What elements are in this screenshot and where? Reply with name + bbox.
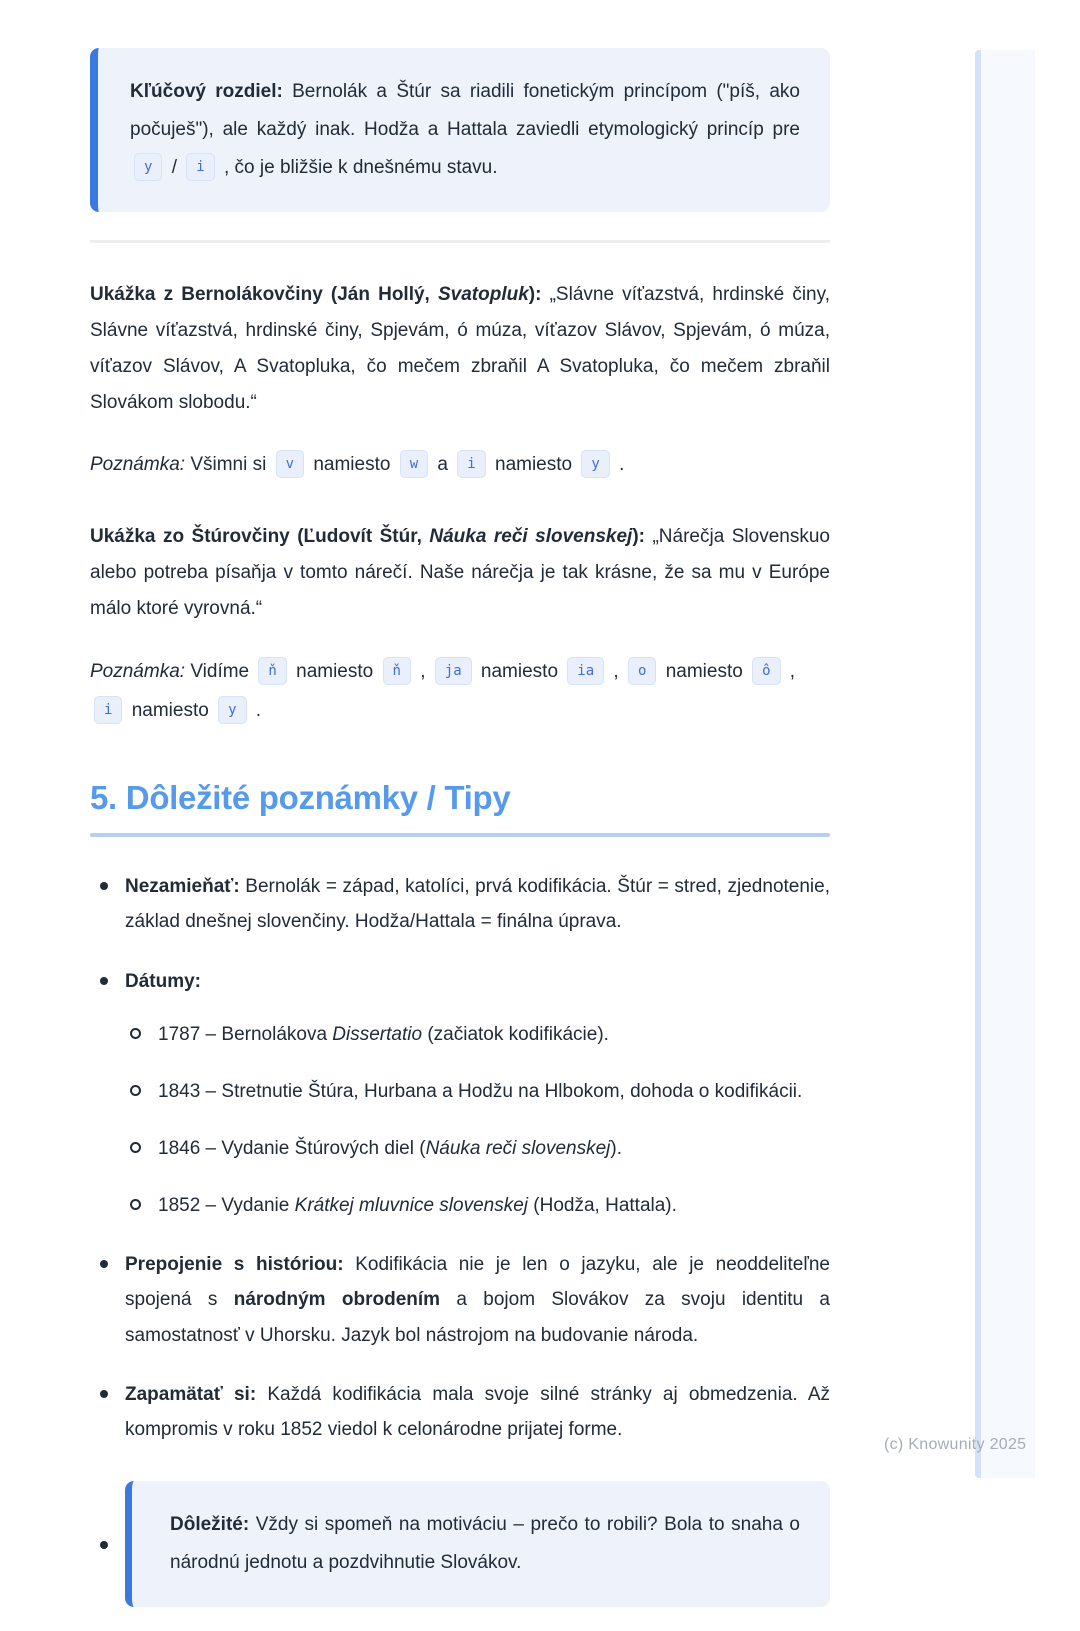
list-item: [90, 869, 830, 939]
note-text: ,: [784, 660, 796, 682]
callout-text-end: , čo je bližšie k dnešnému stavu.: [218, 157, 498, 178]
date-text: (Hodža, Hattala).: [528, 1195, 677, 1217]
code-chip-i: i: [457, 450, 485, 478]
dates-sublist: [125, 1017, 830, 1224]
note-text: Vidíme: [185, 660, 255, 682]
copyright-watermark: (c) Knowunity 2025: [884, 1436, 1027, 1453]
sample-quote: „Nárečja Slovenskuo alebo potreba písaňja v tomto nárečí. Naše nárečja je tak krásne, že sa mu v Európe málo ktoré vyrovná.“: [90, 526, 830, 620]
note-text: ,: [608, 660, 624, 682]
code-chip-o: o: [628, 657, 656, 685]
tip-lead: Nezamieňať:: [125, 876, 240, 898]
note-label: Poznámka:: [90, 660, 186, 682]
list-item: [125, 1188, 830, 1223]
important-callout: [125, 1481, 830, 1607]
list-item: [125, 1131, 830, 1166]
date-text: 1852 – Vydanie: [158, 1195, 295, 1217]
circle-bullet-icon: [130, 1199, 141, 1210]
list-item: [125, 1074, 830, 1109]
tip-text: Každá kodifikácia mala svoje silné stránky aj obmedzenia. Až kompromis v roku 1852 viedol k celonárodne prijatej forme.: [125, 1383, 830, 1440]
note-text: namiesto: [660, 660, 749, 682]
bullet-icon: [100, 1260, 108, 1268]
code-chip-n-caron: ň: [258, 657, 286, 685]
key-difference-callout: [90, 48, 830, 212]
date-work-title: Náuka reči slovenskej: [425, 1138, 611, 1160]
tip-lead: Prepojenie s históriou:: [125, 1254, 344, 1276]
note-label: Poznámka:: [90, 454, 186, 476]
note-text: namiesto: [290, 660, 379, 682]
note-text: a: [432, 454, 454, 476]
code-chip-i: i: [94, 696, 122, 724]
bullet-icon: [100, 977, 108, 985]
code-chip-n-caron: ň: [383, 657, 411, 685]
note-text: Všimni si: [185, 454, 272, 476]
date-text: 1846 – Vydanie Štúrových diel (: [158, 1138, 426, 1160]
tip-text: Kodifikácia nie je len o jazyku, ale je neoddeliteľne spojená s: [125, 1254, 830, 1311]
code-chip-ia: ia: [567, 657, 604, 685]
note-text: namiesto: [489, 454, 578, 476]
date-text: ).: [610, 1138, 622, 1160]
date-text: 1787 – Bernolákova: [158, 1023, 333, 1045]
code-chip-ja: ja: [435, 657, 472, 685]
list-item: [90, 964, 830, 1224]
circle-bullet-icon: [130, 1085, 141, 1096]
section-heading: 5. Dôležité poznámky / Tipy: [90, 779, 511, 817]
list-item: [90, 1481, 830, 1607]
section-divider: [90, 240, 830, 243]
heading-underline: [90, 833, 830, 837]
bullet-icon: [100, 882, 108, 890]
bernolak-sample-paragraph: [90, 277, 830, 421]
code-chip-y: y: [218, 696, 246, 724]
circle-bullet-icon: [130, 1142, 141, 1153]
sample-lead-close: ):: [632, 526, 645, 548]
code-chip-i: i: [186, 153, 214, 181]
list-item: [125, 1017, 830, 1052]
note-text: .: [250, 700, 262, 722]
note-text: ,: [414, 660, 431, 682]
callout-lead: Kľúčový rozdiel:: [130, 81, 283, 102]
document-page: [90, 0, 830, 1631]
tip-text: a bojom Slovákov za svoju identitu a samostatnosť v Uhorsku. Jazyk bol nástrojom na budovanie národa.: [125, 1289, 830, 1346]
sample-lead: Ukážka z Bernolákovčiny (Ján Hollý,: [90, 284, 438, 305]
note-text: namiesto: [475, 660, 564, 682]
sample-lead-close: ):: [528, 284, 542, 305]
sample-quote: „Slávne víťazstvá, hrdinské činy, Slávne víťazstvá, hrdinské činy, Spjevám, ó múza, víťazov Slávov, Spjevám, ó múza, víťazov Slávov, A Svatopluka, čo mečem zbraňil A Svatopluka, čo mečem zbraňil Slovákom slobodu.“: [90, 284, 830, 414]
tip-lead: Dátumy:: [125, 970, 202, 992]
tip-emphasis: národným obrodením: [233, 1289, 441, 1311]
callout-text: Bernolák a Štúr sa riadili fonetickým princípom ("píš, ako počuješ"), ale každý inak. Hodža a Hattala zaviedli etymologický princíp pre: [130, 81, 800, 140]
work-title: Náuka reči slovenskej: [429, 526, 633, 548]
code-chip-w: w: [400, 450, 428, 478]
date-text: 1843 – Stretnutie Štúra, Hurbana a Hodžu na Hlbokom, dohoda o kodifikácii.: [158, 1080, 803, 1102]
work-title: Svatopluk: [437, 284, 529, 305]
bernolak-note: [90, 445, 830, 485]
bullet-icon: [100, 1541, 108, 1549]
code-chip-o-circumflex: ô: [752, 657, 780, 685]
date-work-title: Dissertatio: [332, 1023, 423, 1045]
tip-text: Bernolák = západ, katolíci, prvá kodifikácia. Štúr = stred, zjednotenie, základ dnešnej slovenčiny. Hodža/Hattala = finálna úprava.: [125, 876, 830, 933]
tips-list: [90, 869, 830, 1607]
code-chip-v: v: [276, 450, 304, 478]
note-text: namiesto: [308, 454, 396, 476]
bullet-icon: [100, 1390, 108, 1398]
note-text: .: [613, 454, 625, 476]
slash-separator: /: [166, 157, 183, 178]
note-text: namiesto: [126, 700, 215, 722]
sample-lead: Ukážka zo Štúrovčiny (Ľudovít Štúr,: [90, 526, 430, 548]
code-chip-y: y: [581, 450, 609, 478]
tip-lead: Zapamätať si:: [125, 1383, 257, 1405]
code-chip-y: y: [134, 153, 162, 181]
callout-text: Vždy si spomeň na motiváciu – prečo to robili? Bola to snaha o národnú jednotu a pozdvihnutie Slovákov.: [170, 1514, 800, 1574]
list-item: [90, 1377, 830, 1447]
circle-bullet-icon: [130, 1028, 141, 1039]
callout-lead: Dôležité:: [170, 1514, 250, 1536]
date-work-title: Krátkej mluvnice slovenskej: [294, 1195, 529, 1217]
stur-sample-paragraph: [90, 519, 830, 627]
next-page-edge: [975, 50, 1035, 1478]
stur-note: [90, 652, 830, 732]
list-item: [90, 1247, 830, 1352]
date-text: (začiatok kodifikácie).: [422, 1023, 609, 1045]
